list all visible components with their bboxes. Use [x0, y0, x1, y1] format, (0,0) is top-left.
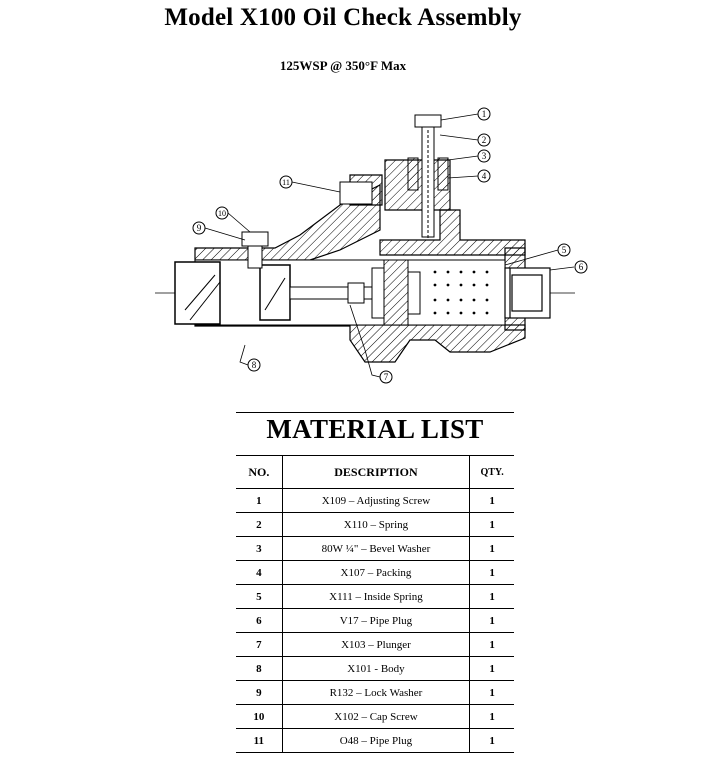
side-pipe-plug	[340, 182, 372, 204]
row-description: X103 – Plunger	[282, 633, 470, 657]
row-qty: 1	[470, 633, 514, 657]
row-no: 4	[236, 561, 282, 585]
header-description: DESCRIPTION	[282, 456, 470, 489]
table-row	[236, 585, 514, 609]
row-qty: 1	[470, 489, 514, 513]
row-qty: 1	[470, 609, 514, 633]
document-title: Model X100 Oil Check Assembly	[164, 4, 522, 31]
row-no: 6	[236, 609, 282, 633]
row-no: 3	[236, 537, 282, 561]
row-qty: 1	[470, 729, 514, 753]
pipe-plug	[505, 268, 550, 318]
callout-1: 1	[481, 109, 487, 119]
row-description: R132 – Lock Washer	[282, 681, 470, 705]
table-row	[236, 609, 514, 633]
inlet-pipe	[175, 262, 220, 324]
callout-11: 11	[282, 178, 290, 187]
callout-3: 3	[481, 151, 487, 161]
callout-8: 8	[251, 360, 257, 370]
material-list-table	[236, 455, 514, 753]
row-no: 1	[236, 489, 282, 513]
row-qty: 1	[470, 561, 514, 585]
row-no: 11	[236, 729, 282, 753]
table-row	[236, 561, 514, 585]
callout-9: 9	[196, 223, 202, 233]
row-qty: 1	[470, 705, 514, 729]
callout-4: 4	[481, 171, 487, 181]
callout-2: 2	[481, 135, 487, 145]
row-description: O48 – Pipe Plug	[282, 729, 470, 753]
row-no: 2	[236, 513, 282, 537]
row-description: V17 – Pipe Plug	[282, 609, 470, 633]
row-qty: 1	[470, 657, 514, 681]
callout-10: 10	[218, 209, 226, 218]
row-qty: 1	[470, 513, 514, 537]
table-row	[236, 633, 514, 657]
row-qty: 1	[470, 681, 514, 705]
row-qty: 1	[470, 585, 514, 609]
table-row	[236, 537, 514, 561]
table-row	[236, 489, 514, 513]
row-no: 5	[236, 585, 282, 609]
callout-7: 7	[383, 372, 389, 382]
row-description: 80W ¼" – Bevel Washer	[282, 537, 470, 561]
table-header-row	[236, 456, 514, 489]
row-description: X101 - Body	[282, 657, 470, 681]
row-no: 10	[236, 705, 282, 729]
row-no: 7	[236, 633, 282, 657]
table-row	[236, 729, 514, 753]
callout-5: 5	[561, 245, 567, 255]
row-no: 9	[236, 681, 282, 705]
row-description: X107 – Packing	[282, 561, 470, 585]
rating-subtitle: 125WSP @ 350°F Max	[279, 58, 407, 73]
table-row	[236, 657, 514, 681]
row-no: 8	[236, 657, 282, 681]
table-row	[236, 705, 514, 729]
header-qty: QTY.	[470, 456, 514, 489]
row-description: X110 – Spring	[282, 513, 470, 537]
row-qty: 1	[470, 537, 514, 561]
material-list-title: MATERIAL LIST	[266, 414, 484, 444]
table-row	[236, 513, 514, 537]
header-no: NO.	[236, 456, 282, 489]
row-description: X109 – Adjusting Screw	[282, 489, 470, 513]
callout-6: 6	[578, 262, 584, 272]
row-description: X111 – Inside Spring	[282, 585, 470, 609]
assembly-drawing	[150, 100, 610, 390]
row-description: X102 – Cap Screw	[282, 705, 470, 729]
material-list-rule	[236, 412, 514, 413]
table-row	[236, 681, 514, 705]
